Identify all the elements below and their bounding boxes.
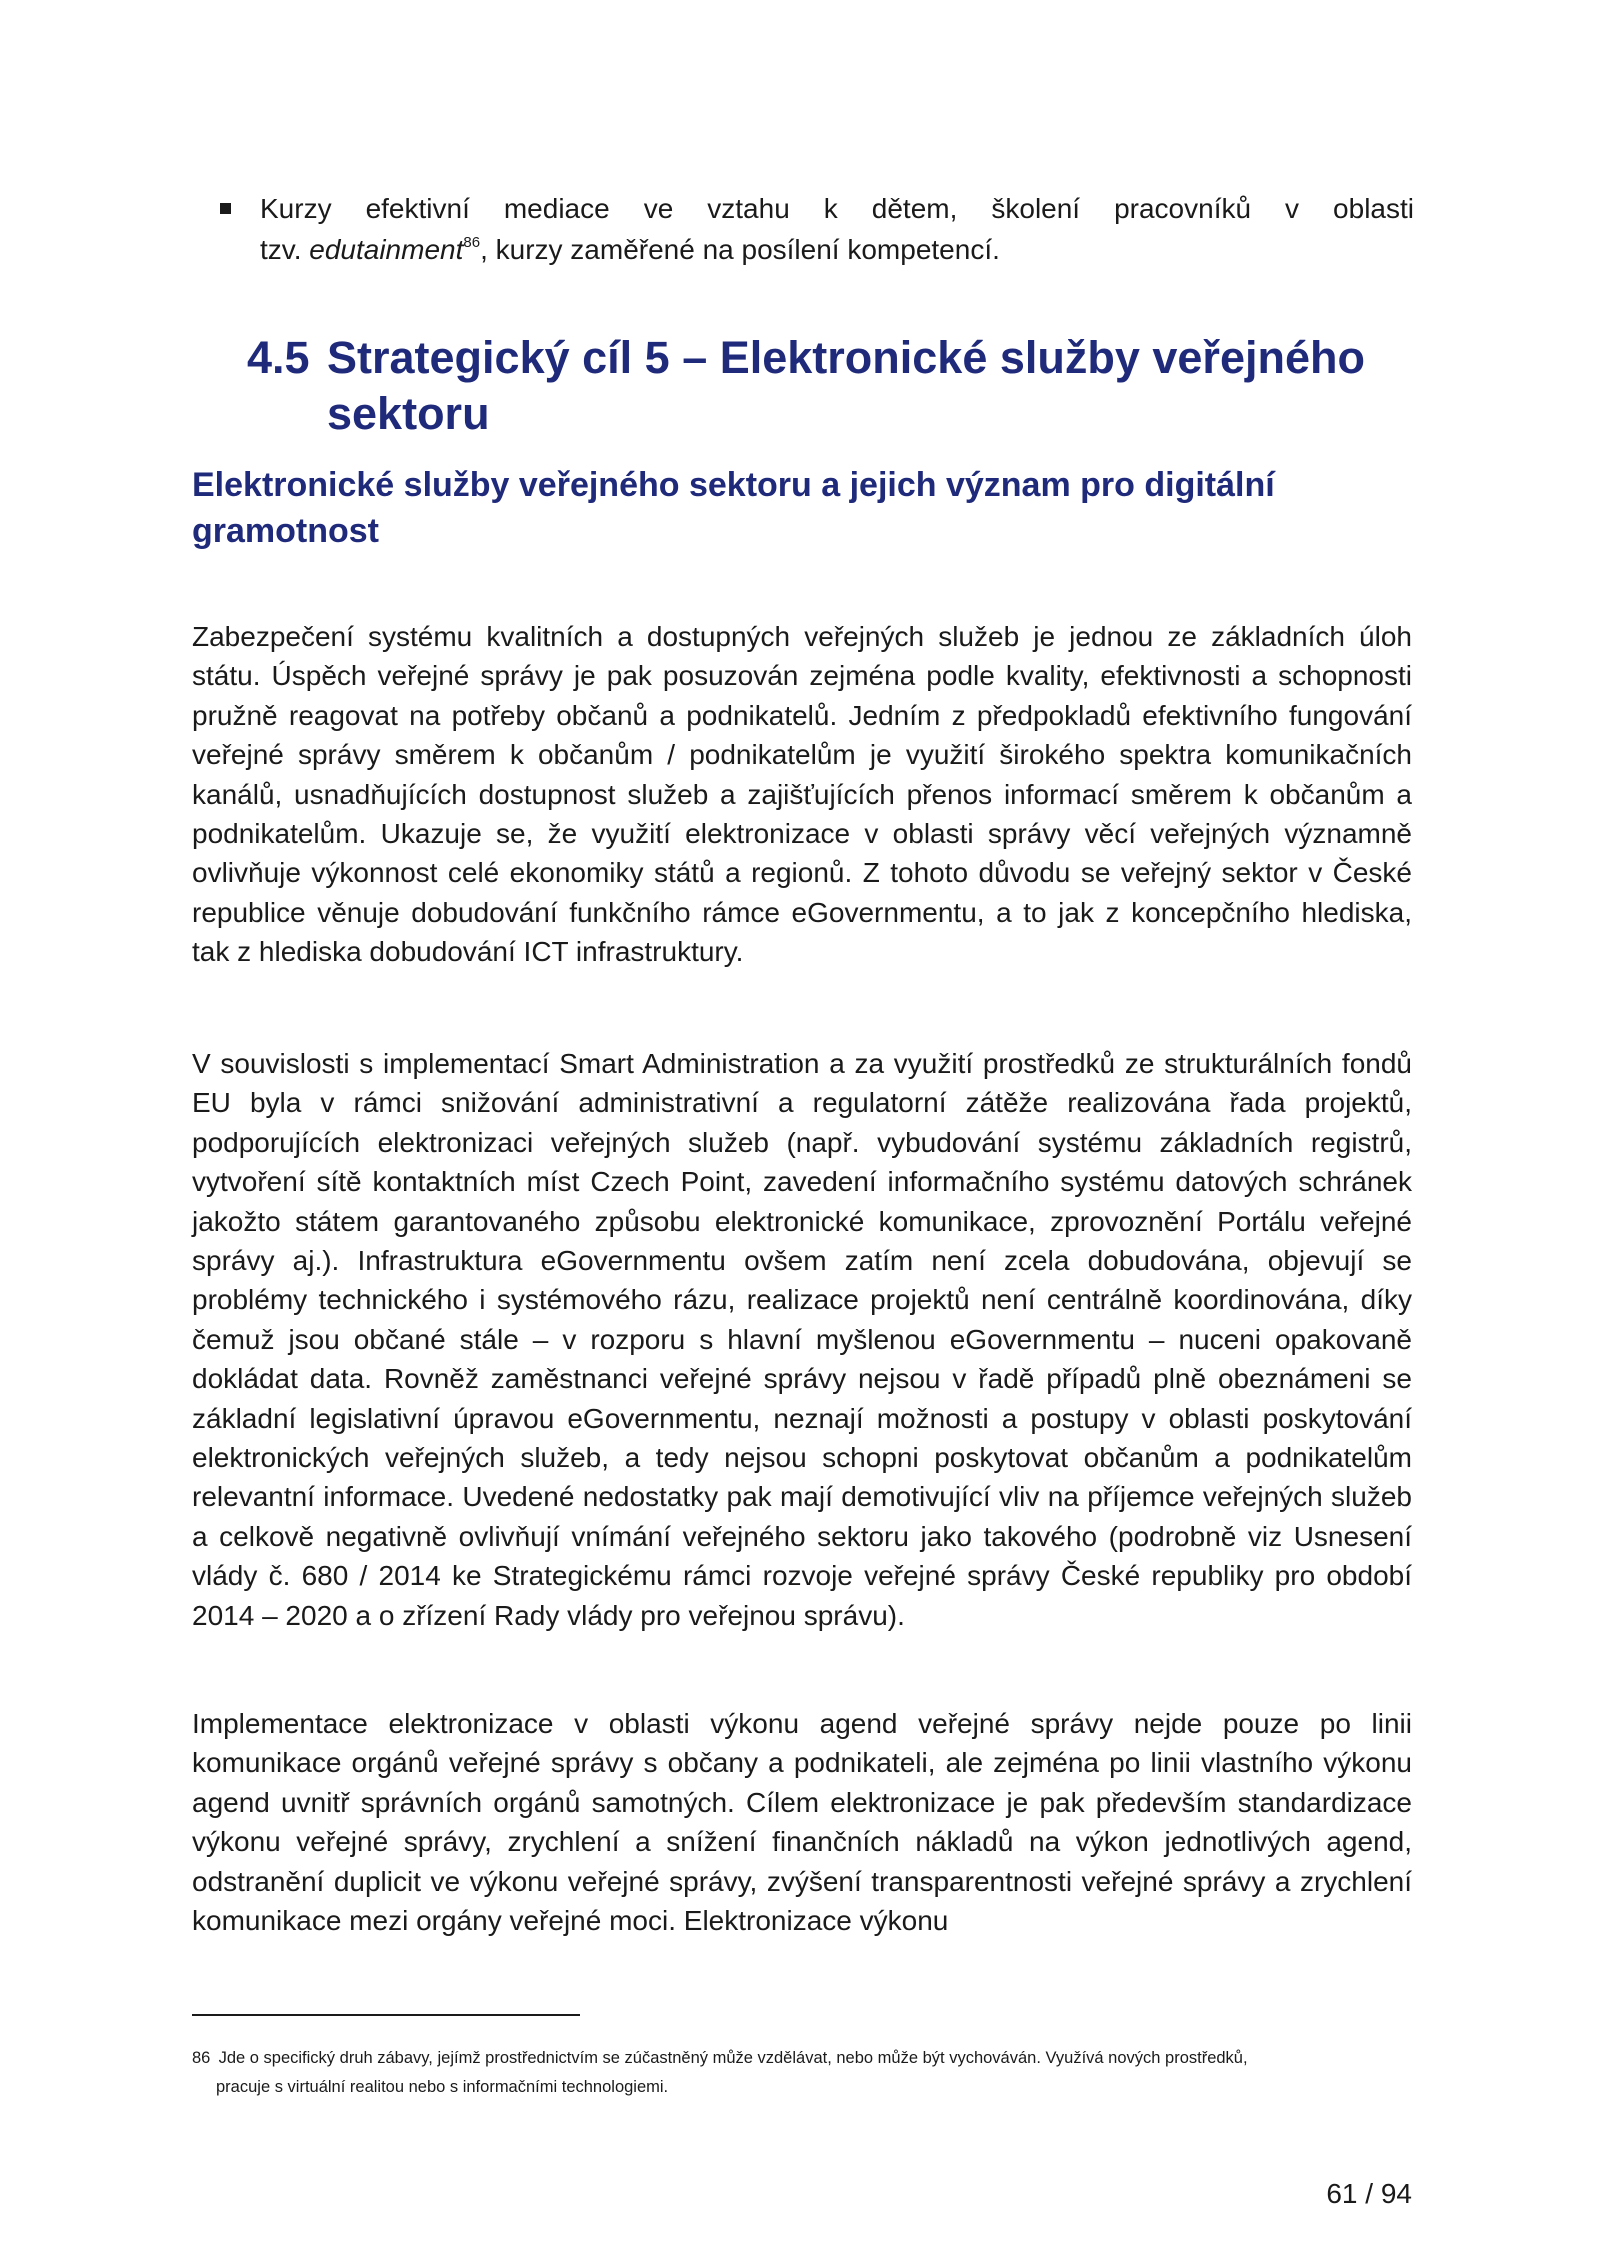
footnote-separator xyxy=(192,2014,580,2016)
bullet-text xyxy=(260,188,1414,270)
footnote-line-1: Jde o specifický druh zábavy, jejímž prostřednictvím se zúčastněný může vzdělávat, nebo může být vychováván. Využívá nových prostředků, xyxy=(218,2049,1248,2067)
footnote-line-2: pracuje s virtuální realitou nebo s informačními technologiemi. xyxy=(216,2078,669,2096)
square-bullet-icon xyxy=(220,203,231,214)
footnote-reference[interactable]: 86 xyxy=(463,234,481,251)
subsection-heading: Elektronické služby veřejného sektoru a jejich význam pro digitální gramotnost xyxy=(192,466,1275,550)
bullet-line-2-prefix: tzv. xyxy=(260,234,310,265)
paragraph-3: Implementace elektronizace v oblasti výkonu agend veřejné správy nejde pouze po linii komunikace orgánů veřejné správy s občany a podnikateli, ale zejména po linii vlastního výkonu agend uvnitř správních orgánů samotných. Cílem elektronizace je pak především standardizace výkonu veřejné správy, zrychlení a snížení finančních nákladů na výkon jednotlivých agend, odstranění duplicit ve výkonu veřejné správy, zvýšení transparentnosti veřejné správy a zrychlení komunikace mezi orgány veřejné moci. Elektronizace výkonu xyxy=(192,1708,1412,1937)
bullet-line-2-suffix: , kurzy zaměřené na posílení kompetencí. xyxy=(480,234,1000,265)
bullet-list-item xyxy=(222,188,1414,270)
section-number: 4.5 xyxy=(247,332,310,383)
paragraph-1: Zabezpečení systému kvalitních a dostupných veřejných služeb je jednou ze základních úloh státu. Úspěch veřejné správy je pak posuzován zejména podle kvality, efektivnosti a schopnosti pružně reagovat na potřeby občanů a podnikatelů. Jedním z předpokladů efektivního fungování veřejné správy směrem k občanům / podnikatelům je využití širokého spektra komunikačních kanálů, usnadňujících dostupnost služeb a zajišťujících přenos informací směrem k občanům a podnikatelům. Ukazuje se, že využití elektronizace v oblasti správy věcí veřejných významně ovlivňuje výkonnost celé ekonomiky států a regionů. Z tohoto důvodu se veřejný sektor v České republice věnuje dobudování funkčního rámce eGovernmentu, a to jak z koncepčního hlediska, tak z hlediska dobudování ICT infrastruktury. xyxy=(192,621,1412,968)
section-heading xyxy=(247,330,1407,442)
section-title-line-2: sektoru xyxy=(327,388,490,439)
paragraph-2: V souvislosti s implementací Smart Administration a za využití prostředků ze strukturálních fondů EU byla v rámci snižování administrativní a regulatorní zátěže realizována řada projektů, podporujících elektronizaci veřejných služeb (např. vybudování systému základních registrů, vytvoření sítě kontaktních míst Czech Point, zavedení informačního systému datových schránek jakožto státem garantovaného způsobu elektronické komunikace, zprovoznění Portálu veřejné správy aj.). Infrastruktura eGovernmentu ovšem zatím není zcela dobudována, objevují se problémy technického i systémového rázu, realizace projektů není centrálně koordinována, díky čemuž jsou občané stále – v rozporu s hlavní myšlenou eGovernmentu – nuceni opakovaně dokládat data. Rovněž zaměstnanci veřejné správy nejsou v řadě případů plně obeznámeni se základní legislativní úpravou eGovernmentu, neznají možnosti a postupy v oblasti poskytování elektronických veřejných služeb, a tedy nejsou schopni poskytovat občanům a podnikatelům relevantní informace. Uvedené nedostatky pak mají demotivující vliv na příjemce veřejných služeb a celkově negativně ovlivňují vnímání veřejného sektoru jako takového (podrobně viz Usnesení vlády č. 680 / 2014 ke Strategickému rámci rozvoje veřejné správy České republiky pro období 2014 – 2020 a o zřízení Rady vlády pro veřejnou správu). xyxy=(192,1048,1412,1631)
footnote xyxy=(192,2044,1412,2102)
bullet-line-1: Kurzy efektivní mediace ve vztahu k dětem, školení pracovníků v oblasti xyxy=(260,193,1414,224)
page-number: 61 / 94 xyxy=(1326,2178,1412,2209)
section-title-line-1: Strategický cíl 5 – Elektronické služby veřejného xyxy=(327,332,1365,383)
footnote-number: 86 xyxy=(192,2049,211,2067)
bullet-italic-term: edutainment xyxy=(309,234,464,265)
